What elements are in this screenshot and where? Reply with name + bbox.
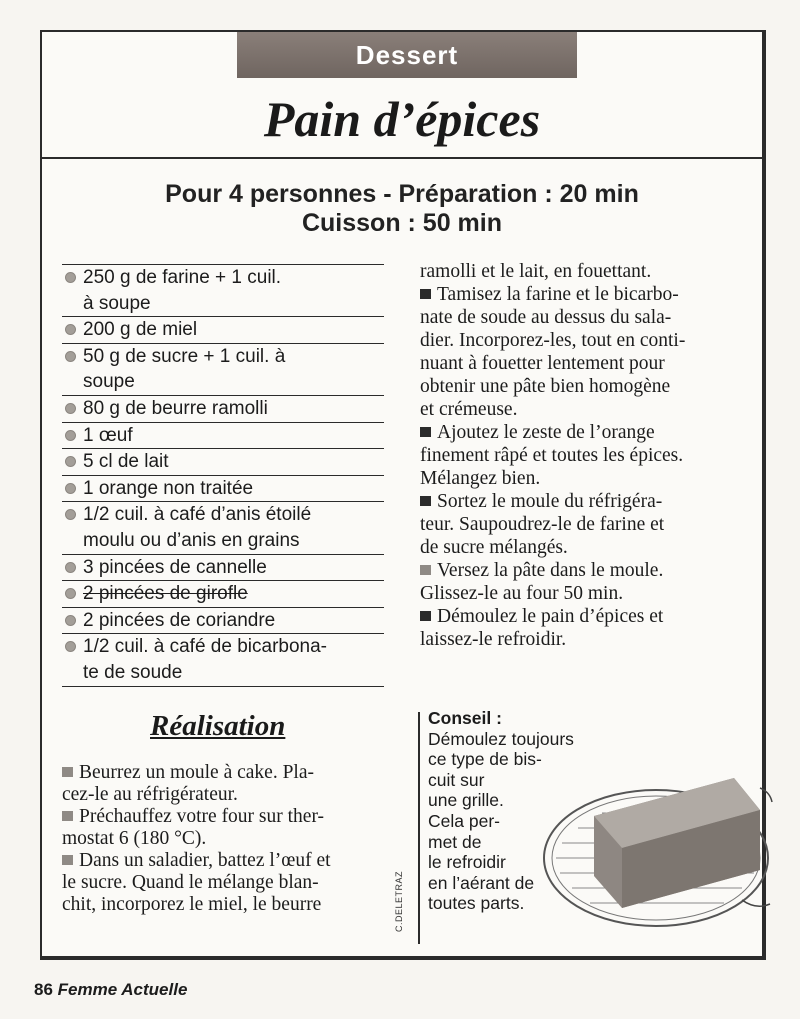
bullet-icon [65, 430, 76, 441]
step-item: Ajoutez le zeste de l’orange finement râpé et toutes les épices. Mélangez bien. [420, 422, 684, 489]
step-item: Versez la pâte dans le moule. Glissez-le au four 50 min. [420, 560, 664, 604]
tip-line: cuit sur [428, 769, 485, 790]
realisation-heading: Réalisation [150, 710, 286, 742]
step-item: ramolli et le lait, en fouettant. [420, 261, 652, 282]
ingredient-item: 5 cl de lait [62, 448, 384, 475]
ingredient-item: 80 g de beurre ramolli [62, 395, 384, 422]
tip-line: en l’aérant de [428, 872, 535, 893]
cooking-time: Cuisson : 50 min [301, 209, 503, 237]
bullet-icon [65, 483, 76, 494]
ingredient-item: 250 g de farine + 1 cuil. à soupe [62, 264, 384, 316]
square-bullet-icon [420, 427, 431, 437]
ingredient-item: 2 pincées de girofle [62, 580, 384, 607]
square-bullet-icon [420, 496, 431, 506]
left-steps [62, 762, 392, 916]
square-bullet-icon [62, 811, 73, 821]
tip-title: Conseil : [428, 708, 502, 728]
square-bullet-icon [62, 855, 73, 865]
gingerbread-on-rack-illustration [528, 748, 774, 932]
column-divider [418, 712, 420, 944]
bullet-icon [65, 272, 76, 283]
tip-line: le refroidir [428, 852, 506, 873]
tip-line: Démoulez toujours [428, 728, 574, 749]
bullet-icon [65, 351, 76, 362]
square-bullet-icon [62, 767, 73, 777]
ingredient-item: 3 pincées de cannelle [62, 554, 384, 581]
bullet-icon [65, 403, 76, 414]
square-bullet-icon [420, 611, 431, 621]
ingredient-item: 1 orange non traitée [62, 475, 384, 502]
square-bullet-icon [420, 289, 431, 299]
step-item: Démoulez le pain d’épices et laissez-le refroidir. [420, 606, 664, 650]
tip-line: Cela per- [428, 810, 500, 831]
category-label: Dessert [355, 39, 459, 70]
ingredient-item: 50 g de sucre + 1 cuil. à soupe [62, 343, 384, 395]
bullet-icon [65, 588, 76, 599]
tip-line: une grille. [428, 790, 504, 811]
step-item: Dans un saladier, battez l’œuf et le sucre. Quand le mélange blan- chit, incorporez le miel, le beurre [62, 850, 331, 915]
recipe-card [40, 30, 766, 960]
page-footer [34, 980, 187, 1000]
bullet-icon [65, 324, 76, 335]
ingredient-item: 200 g de miel [62, 316, 384, 343]
tip-line: ce type de bis- [428, 749, 542, 770]
ingredient-item: 1/2 cuil. à café de bicarbona- te de soude [62, 633, 384, 686]
bullet-icon [65, 615, 76, 626]
ingredient-item: 2 pincées de coriandre [62, 607, 384, 634]
bullet-icon [65, 562, 76, 573]
right-steps [420, 260, 750, 651]
ingredient-item: 1 œuf [62, 422, 384, 449]
step-item: Beurrez un moule à cake. Pla- cez-le au réfrigérateur. [62, 762, 314, 805]
servings-prep-time: Pour 4 personnes - Préparation : 20 min [165, 180, 639, 208]
ingredient-item: 1/2 cuil. à café d’anis étoilé moulu ou d’anis en grains [62, 501, 384, 553]
recipe-info [42, 180, 762, 238]
magazine-name: Femme Actuelle [57, 980, 188, 999]
category-banner [237, 32, 577, 78]
bullet-icon [65, 456, 76, 467]
title-divider [42, 157, 762, 159]
bullet-icon [65, 641, 76, 652]
recipe-title: Pain d’épices [263, 91, 541, 147]
page-number: 86 [34, 980, 53, 999]
tip-line: met de [428, 831, 482, 852]
photo-credit: C.DELETRAZ [394, 870, 404, 932]
step-item: Préchauffez votre four sur ther- mostat 6 (180 °C). [62, 806, 325, 849]
step-item: Sortez le moule du réfrigéra- teur. Saupoudrez-le de farine et de sucre mélangés. [420, 491, 665, 558]
bullet-icon [65, 509, 76, 520]
step-item: Tamisez la farine et le bicarbo- nate de soude au dessus du sala- dier. Incorporez-les, tout en conti- nuant à fouetter lentement pour obtenir une pâte bien homogène et crémeuse. [420, 284, 686, 420]
tip-line: toutes parts. [428, 893, 525, 914]
ingredient-list [62, 264, 384, 687]
square-bullet-icon [420, 565, 431, 575]
